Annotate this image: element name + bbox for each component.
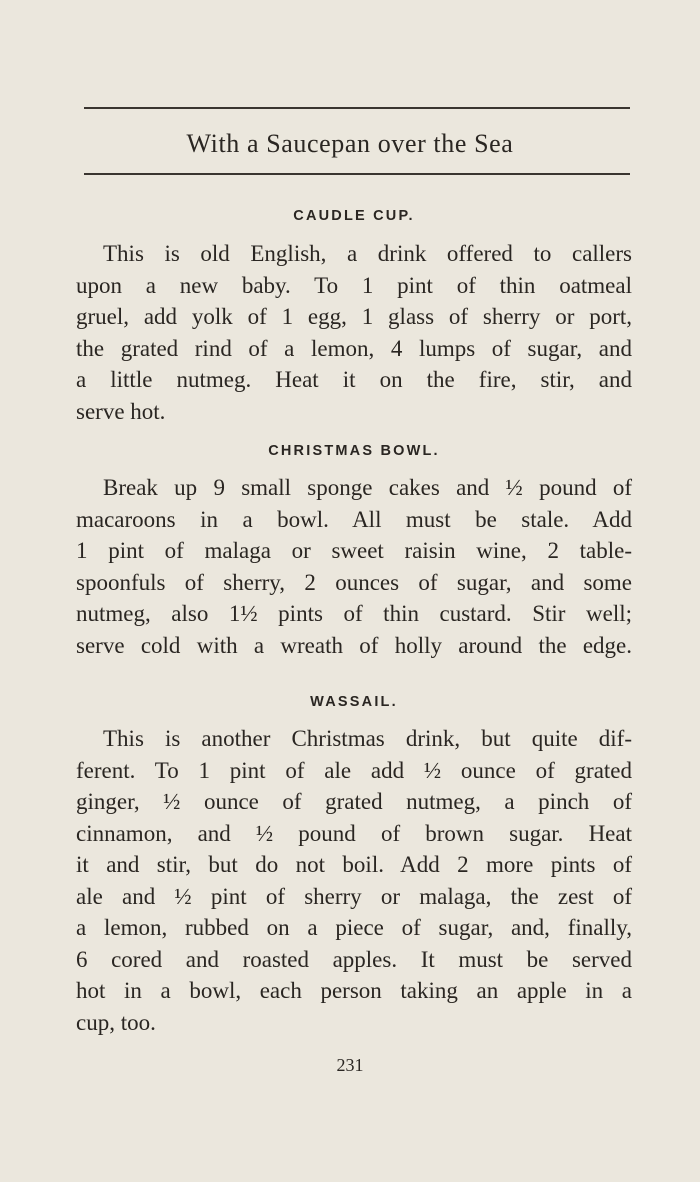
paragraph-line: ginger, ½ ounce of grated nutmeg, a pinch of (76, 789, 632, 814)
header-rule-top (84, 107, 630, 109)
header-rule-bottom (84, 173, 630, 175)
section-heading: WASSAIL. (310, 694, 398, 710)
section-heading: CHRISTMAS BOWL. (268, 443, 440, 459)
paragraph-line: the grated rind of a lemon, 4 lumps of sugar, and (76, 335, 632, 361)
section-christmas-bowl (76, 439, 632, 661)
paragraph-line: 6 cored and roasted apples. It must be served (76, 946, 632, 972)
page-number: 231 (336, 1055, 364, 1075)
paragraph-line: macaroons in a bowl. All must be stale. Add (76, 506, 632, 532)
paragraph-line: cup, too. (76, 1009, 156, 1035)
paragraph-line: it and stir, but do not boil. Add 2 more pints of (76, 852, 632, 877)
running-head: With a Saucepan over the Sea (186, 129, 514, 158)
paragraph-line: cinnamon, and ½ pound of brown sugar. Heat (76, 820, 632, 846)
paragraph-line: a little nutmeg. Heat it on the fire, stir, and (76, 367, 632, 392)
paragraph-line: gruel, add yolk of 1 egg, 1 glass of sherry or port, (76, 304, 632, 329)
section-wassail (76, 690, 632, 1038)
paragraph-line: serve cold with a wreath of holly around the edge. (76, 632, 632, 658)
paragraph-line: Break up 9 small sponge cakes and ½ pound of (103, 475, 632, 500)
paragraph-line: ale and ½ pint of sherry or malaga, the zest of (76, 883, 632, 909)
paragraph-line: upon a new baby. To 1 pint of thin oatmeal (76, 272, 632, 298)
section-caudle-cup (76, 204, 632, 427)
paragraph-line: spoonfuls of sherry, 2 ounces of sugar, and some (76, 569, 632, 595)
paragraph-line: nutmeg, also 1½ pints of thin custard. Stir well; (76, 601, 632, 626)
paragraph-line: hot in a bowl, each person taking an apple in a (76, 978, 632, 1003)
paragraph-line: a lemon, rubbed on a piece of sugar, and, finally, (76, 915, 632, 940)
section-heading: CAUDLE CUP. (293, 208, 415, 224)
paragraph-line: 1 pint of malaga or sweet raisin wine, 2 table- (76, 538, 632, 563)
paragraph-line: This is another Christmas drink, but quite dif- (103, 726, 632, 751)
page-content (76, 204, 632, 1038)
paragraph-line: serve hot. (76, 398, 166, 424)
paragraph-line: ferent. To 1 pint of ale add ½ ounce of grated (76, 757, 632, 783)
paragraph-line: This is old English, a drink offered to callers (103, 241, 632, 266)
